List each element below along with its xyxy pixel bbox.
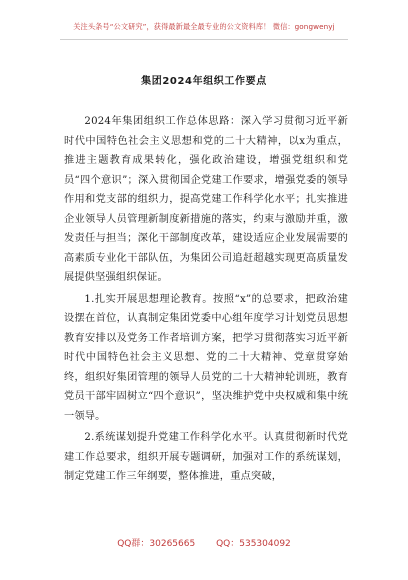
footer-qq-group: QQ群：30265665 [117, 539, 196, 549]
paragraph-overview: 2024年集团组织工作总体思路：深入学习贯彻习近平新时代中国特色社会主义思想和党的二十大精神，以x为重点，推进主题教育成果转化，强化政治建设，增强党组织和党员“四个意识”；深入贯彻国企党建工作要求，增强党委的领导作用和党支部的组织力，提高党建工作科学化水平；扎实推进企业领导人员管理新制度新措施的落实，约束与激励并重，激发责任与担当；深化干部制度改革，建设适应企业发展需要的高素质专业化干部队伍，为集团公司追赶超越实现更高质量发展提供坚强组织保证。 [64, 116, 348, 283]
header-divider [60, 39, 348, 40]
paragraph-item-2: 2.系统谋划提升党建工作科学化水平。认真贯彻新时代党建工作总要求，组织开展专题调研，加强对工作的系统谋划，制定党建工作三年纲要，整体推进，重点突破， [64, 432, 348, 482]
document-title: 集团2024年组织工作要点 [141, 76, 267, 87]
header-notice: 关注头条号“公文研究”，获得最新最全最专业的公文资料库！ 微信：gongwenyj [73, 22, 335, 31]
paragraph-item-1: 1.扎实开展思想理论教育。按照“x”的总要求，把政治建设摆在首位，认真制定集团党委中心组年度学习计划党员思想教育安排以及党务工作者培训方案，把学习贯彻落实习近平新时代中国特色社会主义思想、党的二十大精神、党章贯穿始终，组织好集团管理的领导人员党的二十大精神轮训班，教育党员干部牢固树立“四个意识”，坚决维护党中央权威和集中统一领导。 [64, 293, 348, 422]
footer-contact [0, 536, 408, 549]
footer-qq: QQ：535304092 [216, 539, 291, 549]
document-body [64, 112, 348, 489]
